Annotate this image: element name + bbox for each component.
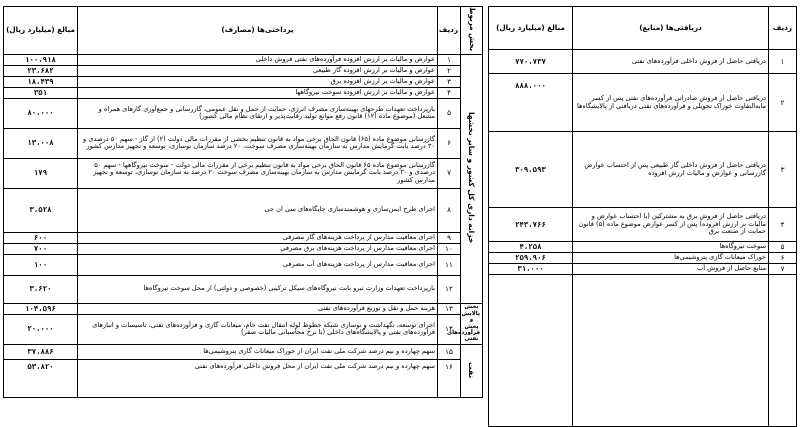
table-row [4, 98, 483, 128]
table-row [4, 76, 483, 87]
row-amount: ۲۵۹،۹۰۶ [489, 253, 573, 264]
row-description: عوارض و مالیات بر ارزش افزوده سوخت نیروگاهها [78, 87, 438, 98]
empty-cell [489, 275, 573, 427]
row-index: ۱۵ [438, 344, 461, 359]
row-index: ۱۱ [438, 254, 461, 275]
table-row [489, 253, 797, 264]
row-amount: ۱۸،۴۳۹ [4, 76, 78, 87]
row-index: ۹ [438, 232, 461, 243]
row-index: ۱ [769, 50, 797, 74]
row-description: عوارض و مالیات بر ارزش افزوده گاز طبیعی [78, 65, 438, 76]
table-row [4, 65, 483, 76]
row-amount: ۱۰۴،۵۹۶ [4, 303, 78, 314]
table-row [489, 132, 797, 208]
row-description: گازرسانی موضوع ماده (۶۵) قانون الحاق برخی مواد به قانون تنظیم بخشی از مقررات مالی دولت (۲) از گاز - سهم ۵۰ درصدی و ۳۰ درصد بابت گرمایش مدارس به سازمان بهینه‌سازی مصرف سوخت، ۲۰ درصد سازمان نوسازی، توسعه و تجهیز مدارس کشور [78, 128, 438, 158]
row-amount: ۲۴۳،۷۶۶ [489, 208, 573, 242]
table-row [4, 87, 483, 98]
row-description: اجرای معافیت مدارس از پرداخت هزینه‌های برق مصرفی [78, 243, 438, 254]
row-description: منابع حاصل از فروش آب [573, 264, 769, 275]
row-amount: ۳۰۹،۵۹۳ [489, 132, 573, 208]
table-row [489, 264, 797, 275]
row-amount: ۳،۵۲۸ [4, 188, 78, 232]
row-index: ۱۲ [438, 275, 461, 303]
row-index: ۱۶ [438, 359, 461, 397]
table-row [4, 158, 483, 188]
payments-table [3, 6, 483, 398]
row-description: هزینه حمل و نقل و توزیع فرآورده‌های نفتی [78, 303, 438, 314]
row-description: اجرای معافیت مدارس از پرداخت هزینه‌های آب مصرفی [78, 254, 438, 275]
sector-treasury: خزانه داری کل کشور و سایر بخشها [461, 54, 483, 303]
table-row [4, 232, 483, 243]
row-description: دریافتی حاصل از فروش داخلی فرآورده‌های نفتی [573, 50, 769, 74]
row-index: ۶ [438, 128, 461, 158]
table-row [4, 275, 483, 303]
row-description: اجرای طرح ایمن‌سازی و هوشمندسازی جایگاه‌های سی ان جی [78, 188, 438, 232]
row-description: عوارض و مالیات بر ارزش افزوده برق [78, 76, 438, 87]
row-amount: ۴،۲۵۸ [489, 242, 573, 253]
sector-refining: بخش پالایش و پخش فرآورده‌های نفتی [461, 303, 483, 344]
row-index: ۵ [769, 242, 797, 253]
table-row [4, 188, 483, 232]
table-row [4, 128, 483, 158]
row-number-header: ردیف [769, 7, 797, 50]
row-index: ۶ [769, 253, 797, 264]
receipts-header-row [489, 7, 797, 50]
row-index: ۷ [769, 264, 797, 275]
row-amount: ۱۷۹ [4, 158, 78, 188]
row-description: عوارض و مالیات بر ارزش افزوده فرآورده‌های نفتی فروش داخلی [78, 54, 438, 65]
row-index: ۴ [769, 208, 797, 242]
empty-table-area [489, 275, 797, 427]
row-index: ۵ [438, 98, 461, 128]
row-amount: ۷۰۰ [4, 243, 78, 254]
table-row [4, 359, 483, 397]
row-description: خوراک میعانات گازی پتروشیمی‌ها [573, 253, 769, 264]
row-amount: ۸۰،۰۰۰ [4, 98, 78, 128]
payments-description-header: پرداختی‌ها (مصارف) [78, 7, 438, 55]
row-amount: ۱۰۰،۹۱۸ [4, 54, 78, 65]
table-row [4, 303, 483, 314]
row-amount: ۳۷،۸۸۶ [4, 344, 78, 359]
row-amount: ۳۵۱ [4, 87, 78, 98]
table-row [489, 208, 797, 242]
row-index: ۱۴ [438, 314, 461, 344]
row-description: سوخت نیروگاه‌ها [573, 242, 769, 253]
row-description: سهم چهارده و نیم درصد شرکت ملی نفت ایران از خوراک میعانات گازی پتروشیمی‌ها [78, 344, 438, 359]
receipts-table [488, 6, 797, 427]
row-description: سهم چهارده و نیم درصد شرکت ملی نفت ایران از محل فروش داخلی فرآورده‌های نفتی [78, 359, 438, 397]
table-row [4, 314, 483, 344]
row-index: ۲ [769, 74, 797, 132]
payments-header-row [4, 7, 483, 55]
table-row [489, 74, 797, 132]
row-description: گازرسانی موضوع ماده ۶۵ قانون الحاق برخی مواد به قانون تنظیم برخی از مقررات مالی دولت - سوخت نیروگاهها - سهم ۵۰ درصدی و ۳۰ درصد بابت گرمایش مدارس به سازمان بهینه‌سازی مصرف سوخت ۲۰ درصد به سازمان نوسازی، توسعه و تجهیز مدارس کشور [78, 158, 438, 188]
table-row [4, 54, 483, 65]
row-amount: ۳۱،۰۰۰ [489, 264, 573, 275]
row-index: ۱۰ [438, 243, 461, 254]
sector-header: بخش مربوط [461, 7, 483, 55]
row-index: ۴ [438, 87, 461, 98]
table-row [489, 242, 797, 253]
table-row [489, 50, 797, 74]
row-amount: ۵۳،۸۲۰ [4, 359, 78, 397]
row-index: ۱۳ [438, 303, 461, 314]
row-index: ۲ [438, 65, 461, 76]
row-index: ۸ [438, 188, 461, 232]
empty-cell [769, 275, 797, 427]
row-amount: ۱۰۰ [4, 254, 78, 275]
row-index: ۳ [769, 132, 797, 208]
row-amount: ۲۳،۶۸۲ [4, 65, 78, 76]
row-amount: ۱۳،۰۰۸ [4, 128, 78, 158]
row-amount: ۸۸۸،۰۰۰ [489, 74, 573, 132]
row-description: اجرای توسعه، نگهداشت و نوسازی شبکه خطوط لوله انتقال نفت خام، میعانات گازی و فرآورده‌های نفتی، تاسیسات و انبارهای فرآورده‌های نفتی و پالایشگاه‌های داخلی (با نرخ محاسباتی مالیات صفر) [78, 314, 438, 344]
receipts-amount-header: مبالغ (میلیارد ریال) [489, 7, 573, 50]
table-row [4, 243, 483, 254]
row-description: بازپرداخت تعهدات وزارت نیرو بابت نیروگاه‌های سیکل ترکیبی (خصوصی و دولتی) از محل سوخت نیروگاه‌ها [78, 275, 438, 303]
payments-amount-header: مبالغ (میلیارد ریال) [4, 7, 78, 55]
row-index: ۱ [438, 54, 461, 65]
empty-cell [573, 275, 769, 427]
row-description: بازپرداخت تعهدات طرحهای بهینه‌سازی مصرف انرژی، حمایت از حمل و نقل عمومی، گازرسانی و جمع‌آوری گازهای همراه و مشعل (موضوع ماده (۱۲) قانون رفع موانع تولید رقابت‌پذیر و ارتقای نظام مالی کشور) [78, 98, 438, 128]
row-description: اجرای معافیت مدارس از پرداخت هزینه‌های گاز مصرفی [78, 232, 438, 243]
table-row [4, 254, 483, 275]
row-description: دریافتی حاصل از فروش داخلی گاز طبیعی پس از احتساب عوارض گازرسانی و عوارض و مالیات ارزش افزوده [573, 132, 769, 208]
row-index: ۷ [438, 158, 461, 188]
row-number-header: ردیف [438, 7, 461, 55]
receipts-description-header: دریافتی‌ها (منابع) [573, 7, 769, 50]
row-amount: ۲۰،۰۰۰ [4, 314, 78, 344]
row-amount: ۷۷۰،۷۳۷ [489, 50, 573, 74]
row-amount: ۳،۶۲۰ [4, 275, 78, 303]
row-index: ۳ [438, 76, 461, 87]
row-description: دریافتی حاصل از فروش صادراتی فرآورده‌های نفتی پس از کسر مابه‌التفاوت خوراک تحویلی و فرآورده‌های نفتی دریافتی از پالایشگاه‌ها [573, 74, 769, 132]
table-row [4, 344, 483, 359]
row-description: دریافتی حاصل از فروش برق به مشترکین (با احتساب عوارض و مالیات بر ارزش افزوده) پس از کسر عوارض موضوع ماده (۵) قانون حمایت از صنعت برق [573, 208, 769, 242]
row-amount: ۶۰۰ [4, 232, 78, 243]
sector-oil: نفت [461, 344, 483, 397]
